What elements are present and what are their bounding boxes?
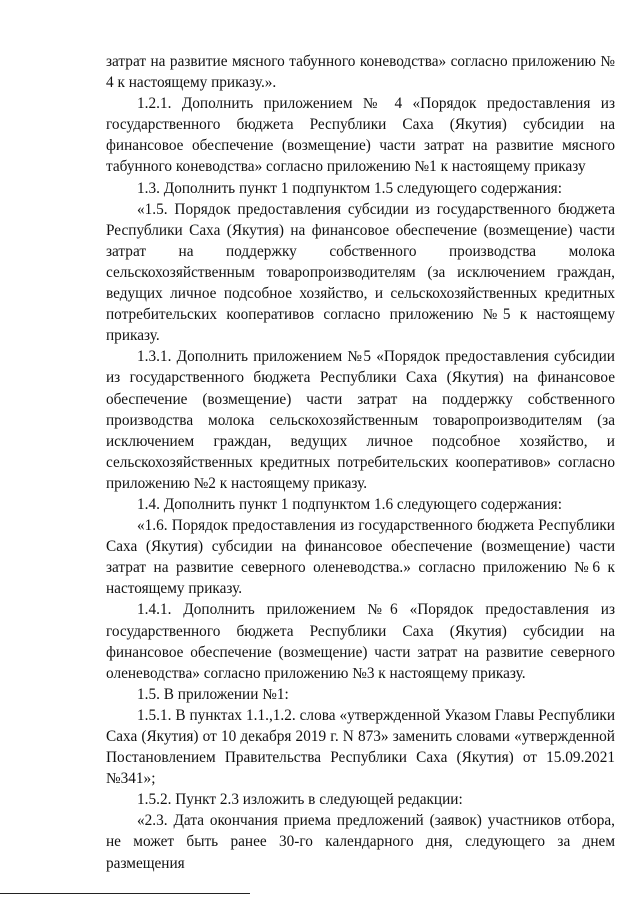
paragraph-1-5-1: 1.5.1. В пунктах 1.1.,1.2. слова «утвержденной Указом Главы Республики Саха (Якутия) от 10 декабря 2019 г. N 873» заменить словами «утвержденной Постановлением Правительства Республики Саха (Якутия) от 15.09.2021 №341»; <box>106 706 615 788</box>
document-body <box>106 51 615 874</box>
paragraph-1-3: 1.3. Дополнить пункт 1 подпунктом 1.5 следующего содержания: <box>137 179 562 197</box>
footnote-divider <box>0 893 250 894</box>
paragraph-1-4-1: 1.4.1. Дополнить приложением №6 «Порядок предоставления из государственного бюджета Республики Саха (Якутия) субсидии на финансовое обеспечение (возмещение) части затрат на развитие северного оленеводства» согласно приложению №3 к настоящему приказу. <box>106 601 615 682</box>
paragraph-continuation: затрат на развитие мясного табунного коневодства» согласно приложению № 4 к настоящему приказу.». <box>106 53 615 92</box>
paragraph-1-3-1: 1.3.1. Дополнить приложением №5 «Порядок предоставления субсидии из государственного бюджета Республики Саха (Якутия) на финансовое обеспечение (возмещение) части затрат на поддержку собственного производства молока сельскохозяйственным товаропроизводителям (за исключением граждан, ведущих личное подсобное хозяйство, и сельскохозяйственных кредитных потребительских кооперативов» согласно приложению №2 к настоящему приказу. <box>106 348 615 492</box>
paragraph-1-5-quote: «1.5. Порядок предоставления субсидии из государственного бюджета Республики Саха (Якутия) на финансовое обеспечение (возмещение) части затрат на поддержку собственного производства молока сельскохозяйственным товаропроизводителям (за исключением граждан, ведущих личное подсобное хозяйство, и сельскохозяйственных кредитных потребительских кооперативов согласно приложению №5 к настоящему приказу. <box>106 200 615 345</box>
paragraph-1-5: 1.5. В приложении №1: <box>137 685 289 703</box>
paragraph-2-3-quote: «2.3. Дата окончания приема предложений (заявок) участников отбора, не может быть ранее 30-го календарного дня, следующего за днем размещения <box>106 812 615 872</box>
paragraph-1-2-1: 1.2.1. Дополнить приложением № 4 «Порядок предоставления из государственного бюджета Республики Саха (Якутия) субсидии на финансовое обеспечение (возмещение) части затрат на развитие мясного табунного коневодства» согласно приложению №1 к настоящему приказу <box>106 95 615 176</box>
paragraph-1-5-2: 1.5.2. Пункт 2.3 изложить в следующей редакции: <box>137 791 463 809</box>
paragraph-1-6-quote: «1.6. Порядок предоставления из государственного бюджета Республики Саха (Якутия) субсидии на финансовое обеспечение (возмещение) части затрат на развитие северного оленеводства.» согласно приложению №6 к настоящему приказу. <box>106 517 615 598</box>
paragraph-1-4: 1.4. Дополнить пункт 1 подпунктом 1.6 следующего содержания: <box>137 495 562 513</box>
